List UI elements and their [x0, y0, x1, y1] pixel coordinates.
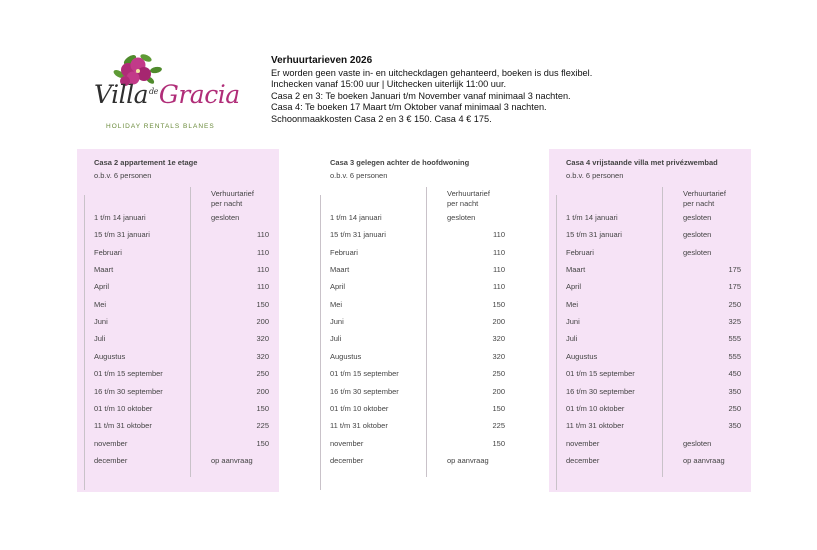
period-label: Maart: [330, 265, 350, 275]
rate-value: 200: [256, 386, 269, 396]
rate-column-header: [683, 189, 726, 209]
rate-row: [313, 421, 515, 435]
rate-row: [77, 421, 279, 435]
rate-value: 110: [257, 230, 269, 240]
rate-row: [549, 282, 751, 296]
rate-row: [77, 300, 279, 314]
rate-row: [77, 439, 279, 453]
period-label: April: [566, 282, 582, 292]
period-label: April: [94, 282, 110, 292]
info-line: Inchecken vanaf 15:00 uur | Uitchecken uiterlijk 11:00 uur.: [271, 79, 507, 90]
casa-3-rates-panel: [313, 149, 515, 492]
period-label: Juli: [566, 334, 578, 344]
rate-value: gesloten: [683, 438, 712, 448]
rate-value: gesloten: [683, 230, 712, 240]
panel-title: Casa 2 appartement 1e etage: [94, 158, 198, 167]
rate-row: [549, 421, 751, 435]
rate-row: [549, 404, 751, 418]
period-label: Augustus: [330, 351, 362, 361]
rate-value: 175: [728, 265, 741, 275]
period-label: 16 t/m 30 september: [566, 386, 635, 396]
rate-value: 320: [256, 334, 269, 344]
period-label: november: [566, 438, 600, 448]
period-label: 11 t/m 31 oktober: [330, 421, 388, 431]
rate-value: 350: [728, 421, 741, 431]
rate-row: [313, 456, 515, 470]
rate-value: 150: [492, 403, 505, 413]
period-label: Juni: [330, 317, 344, 327]
rate-row: [313, 248, 515, 262]
rate-value: 150: [256, 438, 269, 448]
period-label: Juni: [94, 317, 108, 327]
rate-value: 320: [256, 351, 269, 361]
rate-row: [77, 352, 279, 366]
rate-value: 110: [257, 282, 269, 292]
period-label: 1 t/m 14 januari: [566, 213, 618, 222]
rate-header-line: per nacht: [211, 199, 243, 208]
period-label: 01 t/m 10 oktober: [94, 403, 153, 413]
rate-value: 150: [256, 403, 269, 413]
casa-4-rates-panel: [549, 149, 751, 492]
period-label: Juni: [566, 317, 580, 327]
period-label: december: [566, 455, 600, 465]
rate-row: [77, 334, 279, 348]
rate-row: [313, 352, 515, 366]
rate-row: [549, 352, 751, 366]
rate-value: 200: [492, 317, 505, 327]
rate-value: 320: [492, 334, 505, 344]
rate-row: [549, 317, 751, 331]
rate-row: [77, 265, 279, 279]
panel-subtitle: o.b.v. 6 personen: [330, 171, 388, 180]
panel-title: Casa 4 vrijstaande villa met privézwembad: [566, 158, 718, 167]
period-label: Maart: [94, 265, 114, 275]
rate-row: [549, 248, 751, 262]
period-label: november: [94, 438, 128, 448]
rate-row: [313, 300, 515, 314]
rate-value: 110: [493, 282, 505, 292]
rate-value: 110: [493, 247, 505, 257]
rate-value: 175: [728, 282, 741, 292]
period-label: Juli: [330, 334, 342, 344]
period-label: Mei: [330, 299, 343, 309]
rate-row: [549, 230, 751, 244]
villa-de-gracia-logo: [92, 50, 240, 136]
rate-value: 325: [728, 317, 741, 327]
casa-2-rates-panel: [77, 149, 279, 492]
rate-value: 555: [728, 351, 741, 361]
rate-row: [313, 369, 515, 383]
rate-row: [77, 387, 279, 401]
rate-row: [313, 334, 515, 348]
period-label: 15 t/m 31 januari: [94, 230, 150, 240]
rate-header-line: Verhuurtarief: [683, 189, 726, 198]
period-label: Februari: [330, 247, 358, 257]
rate-value: 250: [256, 369, 269, 379]
period-label: 01 t/m 15 september: [566, 369, 635, 379]
rate-header-line: per nacht: [683, 199, 715, 208]
period-label: Mei: [94, 299, 107, 309]
rental-info: [271, 55, 691, 125]
rate-value: gesloten: [211, 213, 240, 222]
logo-wordmark: Villa$^{de}$Gracia: [94, 80, 240, 109]
period-label: 1 t/m 14 januari: [94, 213, 146, 222]
period-label: Februari: [94, 247, 122, 257]
info-line: Schoonmaakkosten Casa 2 en 3 € 150. Casa 4 € 175.: [271, 113, 492, 124]
period-label: 15 t/m 31 januari: [330, 230, 386, 240]
rate-value: gesloten: [447, 213, 476, 222]
period-label: november: [330, 438, 364, 448]
period-label: Mei: [566, 299, 579, 309]
rate-value: 200: [492, 386, 505, 396]
period-label: 01 t/m 15 september: [330, 369, 399, 379]
period-label: Augustus: [566, 351, 598, 361]
rate-row: [549, 387, 751, 401]
rate-column-header: [211, 189, 254, 209]
rate-value: 150: [492, 438, 505, 448]
period-label: 1 t/m 14 januari: [330, 213, 382, 222]
rate-row: [549, 439, 751, 453]
rate-value: op aanvraag: [683, 455, 725, 465]
rate-row: [77, 404, 279, 418]
rate-value: 450: [728, 369, 741, 379]
rate-row: [77, 282, 279, 296]
rate-value: 110: [257, 247, 269, 257]
rate-value: 110: [493, 230, 505, 240]
panel-title: Casa 3 gelegen achter de hoofdwoning: [330, 158, 470, 167]
period-label: 01 t/m 15 september: [94, 369, 163, 379]
rate-row: [549, 300, 751, 314]
rate-value: 250: [728, 299, 741, 309]
period-label: 01 t/m 10 oktober: [566, 403, 625, 413]
rate-value: 110: [257, 265, 269, 275]
period-label: 16 t/m 30 september: [94, 386, 163, 396]
period-label: december: [330, 455, 364, 465]
info-line: Casa 2 en 3: Te boeken Januari t/m November vanaf minimaal 3 nachten.: [271, 90, 571, 101]
logo-tagline: HOLIDAY RENTALS BLANES: [106, 123, 215, 130]
rate-row: [313, 387, 515, 401]
rate-row: [549, 369, 751, 383]
rate-header-line: Verhuurtarief: [211, 189, 254, 198]
period-label: 16 t/m 30 september: [330, 386, 399, 396]
period-label: 01 t/m 10 oktober: [330, 403, 389, 413]
rate-value: 555: [728, 334, 741, 344]
rate-row: [77, 230, 279, 244]
info-line: Er worden geen vaste in- en uitcheckdagen gehanteerd, boeken is dus flexibel.: [271, 68, 593, 78]
rate-row: [549, 456, 751, 470]
rate-row: [313, 213, 515, 227]
rate-row: [313, 230, 515, 244]
rate-value: 320: [492, 351, 505, 361]
rate-header-line: per nacht: [447, 199, 479, 208]
rate-row: [77, 317, 279, 331]
rate-value: 350: [728, 386, 741, 396]
rate-row: [313, 282, 515, 296]
rate-value: 250: [728, 403, 741, 413]
period-label: Februari: [566, 247, 594, 257]
period-label: 11 t/m 31 oktober: [94, 421, 152, 431]
rate-row: [77, 213, 279, 227]
rate-row: [77, 456, 279, 470]
rate-value: 250: [492, 369, 505, 379]
rate-row: [77, 369, 279, 383]
info-line: Casa 4: Te boeken 17 Maart t/m Oktober vanaf minimaal 3 nachten.: [271, 102, 547, 113]
panel-subtitle: o.b.v. 6 personen: [94, 171, 152, 180]
rate-row: [313, 439, 515, 453]
rate-value: op aanvraag: [447, 455, 489, 465]
rate-value: gesloten: [683, 213, 712, 222]
rate-value: 150: [492, 299, 505, 309]
rate-row: [549, 334, 751, 348]
rate-row: [549, 213, 751, 227]
period-label: 15 t/m 31 januari: [566, 230, 622, 240]
rate-value: 225: [492, 421, 505, 431]
panel-subtitle: o.b.v. 6 personen: [566, 171, 624, 180]
rate-value: 110: [493, 265, 505, 275]
rate-row: [313, 317, 515, 331]
rate-column-header: [447, 189, 490, 209]
rental-info-title: Verhuurtarieven 2026: [271, 55, 373, 66]
rate-value: op aanvraag: [211, 455, 253, 465]
period-label: Augustus: [94, 351, 126, 361]
rate-row: [549, 265, 751, 279]
rate-value: 150: [256, 299, 269, 309]
rate-row: [313, 404, 515, 418]
period-label: december: [94, 455, 128, 465]
rate-value: 200: [256, 317, 269, 327]
period-label: Maart: [566, 265, 586, 275]
period-label: 11 t/m 31 oktober: [566, 421, 624, 431]
period-label: Juli: [94, 334, 106, 344]
rate-row: [313, 265, 515, 279]
rate-value: gesloten: [683, 247, 712, 257]
period-label: April: [330, 282, 346, 292]
rate-row: [77, 248, 279, 262]
rate-header-line: Verhuurtarief: [447, 189, 490, 198]
rate-value: 225: [256, 421, 269, 431]
